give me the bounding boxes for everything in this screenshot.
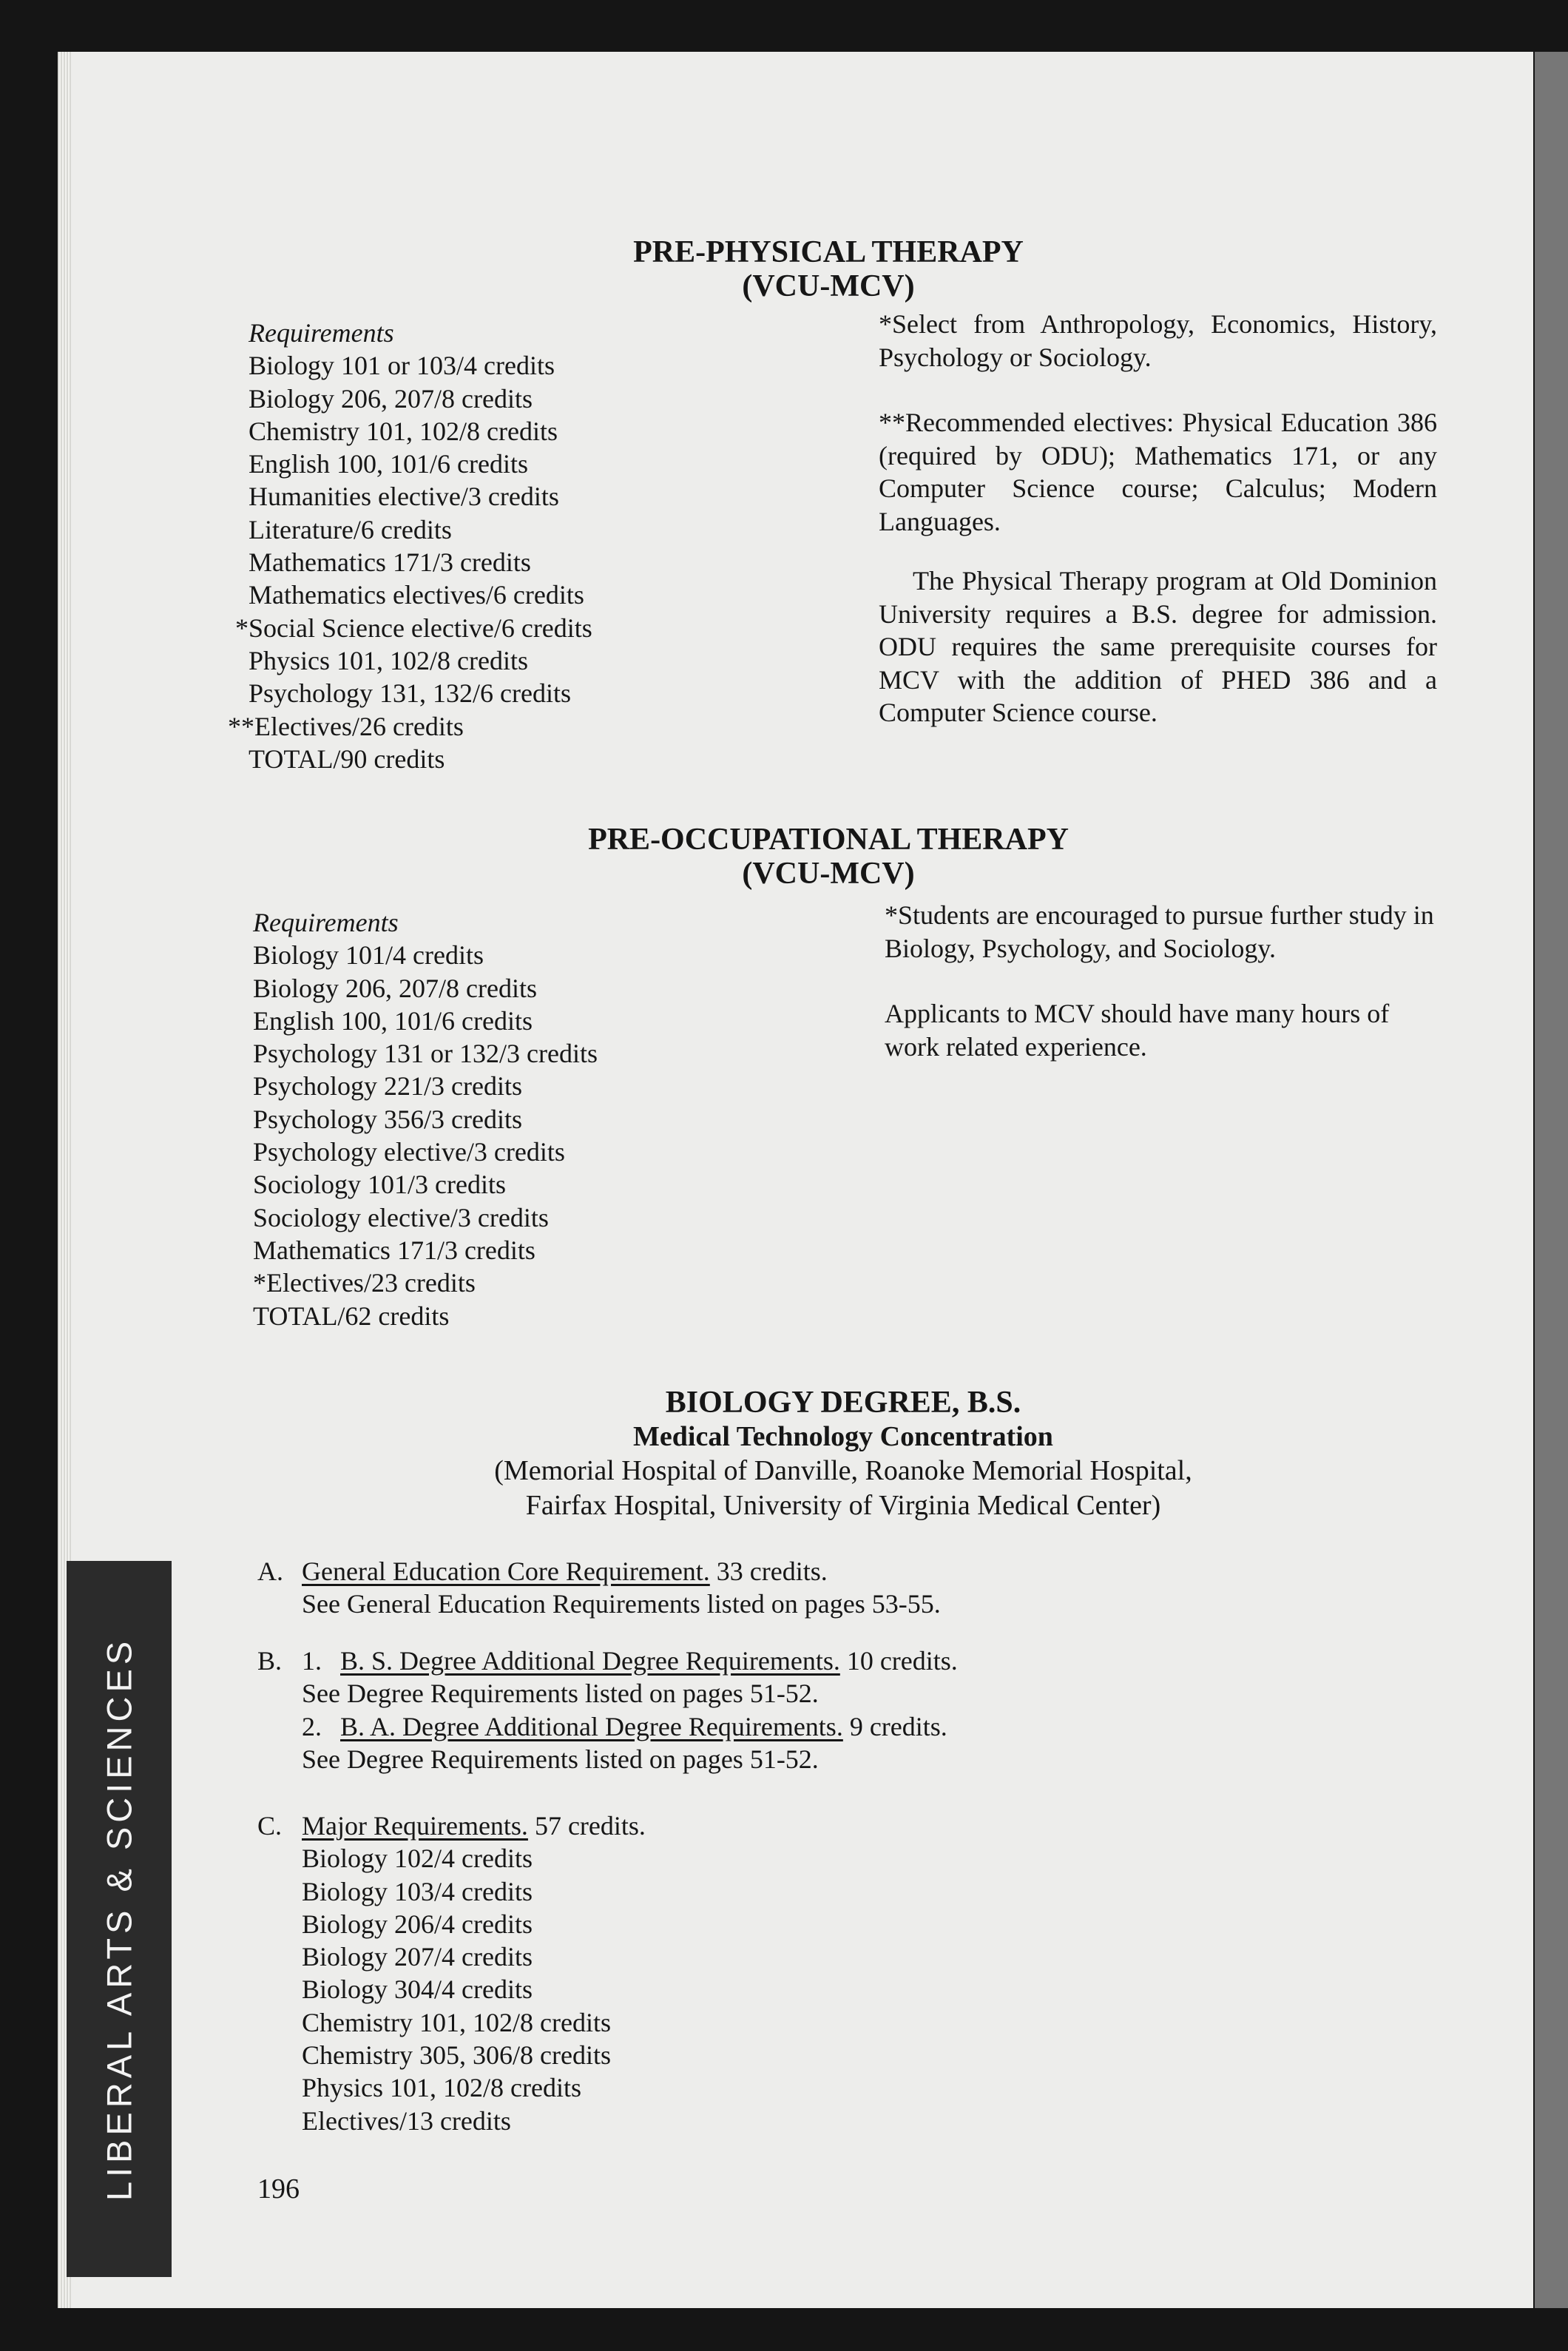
section-a-credits: 33 credits. (709, 1556, 828, 1586)
section-a-reference: See General Education Requirements listed on pages 53-55. (302, 1589, 941, 1619)
section-c (257, 1809, 646, 2137)
pre-pt-title: PRE-PHYSICAL THERAPY (633, 235, 1024, 269)
section-a-heading: General Education Core Requirement. (302, 1556, 710, 1586)
pre-pt-req-item: Psychology 131, 132/6 credits (249, 678, 571, 709)
section-b1-credits: 10 credits. (839, 1646, 958, 1676)
side-tab-label: LIBERAL ARTS & SCIENCES (99, 1636, 139, 2202)
section-b1-reference: See Degree Requirements listed on pages 51-52. (302, 1679, 819, 1709)
pre-pt-req-item: Mathematics 171/3 credits (249, 547, 531, 578)
pre-pt-req-item: English 100, 101/6 credits (249, 449, 528, 479)
section-b2-credits: 9 credits. (842, 1711, 947, 1741)
pre-pt-req-item: Humanities elective/3 credits (249, 482, 559, 512)
section-c-credits: 57 credits. (527, 1811, 646, 1841)
pre-ot-heading (533, 823, 1124, 891)
pre-pt-note-2: **Recommended electives: Physical Education 386 (required by ODU); Mathematics 171, or any Computer Science course; Calculus; Modern Languages. (879, 408, 1437, 536)
pre-ot-req-item: Psychology elective/3 credits (253, 1137, 565, 1167)
pre-pt-req-item: Biology 101 or 103/4 credits (249, 351, 555, 381)
pre-pt-req-item: Biology 206, 207/8 credits (249, 383, 533, 414)
pre-pt-heading (570, 235, 1087, 303)
section-c-item: Biology 102/4 credits (302, 1844, 533, 1874)
pre-pt-req-item: Physics 101, 102/8 credits (249, 645, 528, 675)
pre-pt-req-item: *Social Science elective/6 credits (235, 613, 592, 643)
pre-pt-note-1: *Select from Anthropology, Economics, History, Psychology or Sociology. (879, 309, 1437, 372)
section-a-letter: A. (257, 1556, 283, 1586)
pre-pt-note-3: The Physical Therapy program at Old Dominion University requires a B.S. degree for admission. ODU requires the same prerequisite courses for MCV with the addition of PHED 386 and a Computer Science course. (879, 566, 1437, 727)
section-c-item: Biology 206/4 credits (302, 1909, 533, 1939)
pre-ot-req-item: English 100, 101/6 credits (253, 1005, 533, 1036)
pre-ot-note-2: Applicants to MCV should have many hours of work related experience. (885, 999, 1390, 1062)
page-number: 196 (257, 2173, 300, 2205)
section-b1-heading: B. S. Degree Additional Degree Requirements. (340, 1646, 840, 1676)
pre-ot-req-item: TOTAL/62 credits (253, 1301, 450, 1331)
section-b2-heading: B. A. Degree Additional Degree Requirements. (340, 1711, 843, 1741)
section-c-item: Biology 207/4 credits (302, 1942, 533, 1972)
section-b-letter: B. (257, 1646, 283, 1676)
pre-ot-note-1: *Students are encouraged to pursue further study in Biology, Psychology, and Sociology. (885, 900, 1434, 963)
pre-ot-req-item: Psychology 356/3 credits (253, 1104, 522, 1134)
pre-ot-subtitle: (VCU-MCV) (742, 857, 915, 891)
biology-heading (325, 1386, 1361, 1523)
biology-affiliation-1: (Memorial Hospital of Danville, Roanoke Memorial Hospital, (494, 1455, 1192, 1486)
pre-ot-req-label: Requirements (253, 908, 399, 937)
pre-ot-req-item: Sociology elective/3 credits (253, 1202, 549, 1232)
pre-ot-title: PRE-OCCUPATIONAL THERAPY (588, 823, 1069, 857)
biology-subtitle: Medical Technology Concentration (633, 1421, 1053, 1452)
biology-title: BIOLOGY DEGREE, B.S. (665, 1386, 1021, 1420)
biology-affiliation-2: Fairfax Hospital, University of Virginia Medical Center) (525, 1490, 1161, 1521)
section-c-letter: C. (257, 1811, 283, 1841)
pre-ot-req-item: Psychology 131 or 132/3 credits (253, 1039, 598, 1069)
section-b2-number: 2. (302, 1711, 322, 1741)
pre-pt-req-item: Mathematics electives/6 credits (249, 580, 584, 610)
section-c-item: Chemistry 101, 102/8 credits (302, 2007, 611, 2037)
pre-ot-req-item: Biology 206, 207/8 credits (253, 973, 537, 1003)
pre-ot-req-item: Biology 101/4 credits (253, 940, 484, 971)
pre-pt-requirements (228, 317, 592, 775)
section-c-heading: Major Requirements. (302, 1811, 528, 1841)
pre-ot-req-item: Mathematics 171/3 credits (253, 1235, 535, 1265)
pre-pt-req-item: **Electives/26 credits (228, 711, 464, 741)
pre-pt-req-item: Literature/6 credits (249, 514, 452, 544)
section-c-item: Chemistry 305, 306/8 credits (302, 2040, 611, 2071)
pre-pt-subtitle: (VCU-MCV) (742, 269, 915, 303)
pre-pt-req-item: TOTAL/90 credits (249, 743, 445, 774)
book-spine (1535, 52, 1568, 2308)
section-c-item: Physics 101, 102/8 credits (302, 2073, 581, 2103)
pre-pt-req-label: Requirements (249, 318, 394, 348)
section-side-tab (67, 1561, 172, 2277)
section-c-item: Electives/13 credits (302, 2105, 511, 2136)
pre-ot-requirements (253, 906, 598, 1332)
section-c-item: Biology 304/4 credits (302, 1974, 533, 2005)
section-c-item: Biology 103/4 credits (302, 1876, 533, 1906)
pre-ot-req-item: *Electives/23 credits (253, 1268, 476, 1298)
pre-ot-req-item: Sociology 101/3 credits (253, 1170, 506, 1200)
pre-pt-req-item: Chemistry 101, 102/8 credits (249, 416, 558, 446)
section-b2-reference: See Degree Requirements listed on pages 51-52. (302, 1744, 819, 1774)
section-b1-number: 1. (302, 1646, 322, 1676)
section-a (257, 1555, 941, 1621)
section-b (257, 1645, 958, 1775)
pre-ot-req-item: Psychology 221/3 credits (253, 1071, 522, 1102)
